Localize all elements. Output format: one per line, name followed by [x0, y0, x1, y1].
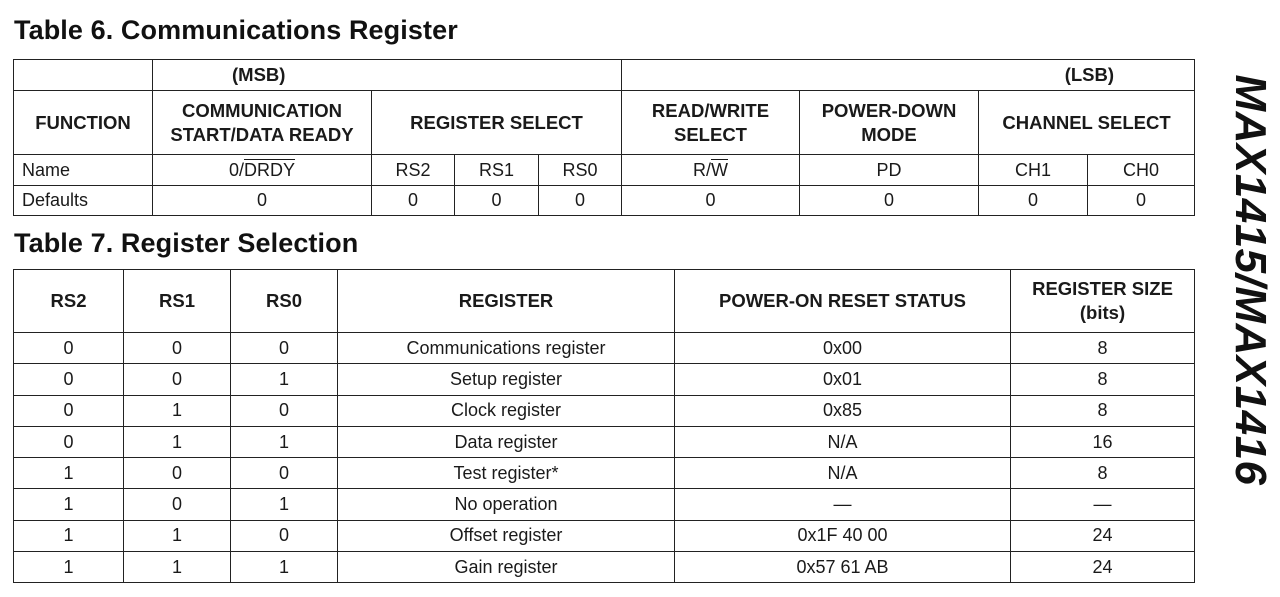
power-down-header: POWER-DOWN MODE [800, 91, 979, 155]
rs2-header: RS2 [14, 270, 124, 333]
header-row [14, 270, 1195, 333]
rs1-cell: 1 [124, 426, 231, 457]
rs2-cell: 1 [14, 489, 124, 520]
rw-name: $R/\overline{W}$ [622, 155, 800, 186]
default-value: 0 [800, 186, 979, 216]
register-size-cell: 16 [1011, 426, 1195, 457]
rs1-cell: 0 [124, 364, 231, 395]
register-size-cell: 8 [1011, 395, 1195, 426]
default-value: 0 [372, 186, 455, 216]
por-status-cell: 0x1F 40 00 [675, 520, 1011, 551]
rs0-cell: 1 [231, 364, 338, 395]
rs2-cell: 1 [14, 458, 124, 489]
lsb-label: (LSB) [622, 60, 1195, 91]
register-size-cell: 24 [1011, 552, 1195, 583]
register-size-cell: 8 [1011, 333, 1195, 364]
rs0-cell: 1 [231, 489, 338, 520]
rs0-cell: 0 [231, 395, 338, 426]
default-value: 0 [622, 186, 800, 216]
name-row [14, 155, 1195, 186]
rs1-name: RS1 [455, 155, 539, 186]
register-size-cell: 24 [1011, 520, 1195, 551]
rs0-header: RS0 [231, 270, 338, 333]
rs1-cell: 0 [124, 333, 231, 364]
rs1-cell: 1 [124, 395, 231, 426]
rs1-cell: 0 [124, 489, 231, 520]
msb-label: (MSB) [153, 60, 622, 91]
register-name-cell: Gain register [338, 552, 675, 583]
table-row [14, 364, 1195, 395]
rs0-name: RS0 [539, 155, 622, 186]
rs2-cell: 0 [14, 364, 124, 395]
register-size-header: REGISTER SIZE (bits) [1011, 270, 1195, 333]
register-name-cell: Data register [338, 426, 675, 457]
por-status-cell: N/A [675, 458, 1011, 489]
table-row [14, 395, 1195, 426]
register-name-cell: Setup register [338, 364, 675, 395]
read-write-header: READ/WRITE SELECT [622, 91, 800, 155]
table-row [14, 520, 1195, 551]
register-header: REGISTER [338, 270, 675, 333]
por-status-cell: 0x00 [675, 333, 1011, 364]
rs2-cell: 1 [14, 520, 124, 551]
name-label: Name [14, 155, 153, 186]
rs0-cell: 1 [231, 426, 338, 457]
function-header: FUNCTION [14, 91, 153, 155]
rs1-cell: 0 [124, 458, 231, 489]
register-name-cell: No operation [338, 489, 675, 520]
rs0-cell: 0 [231, 458, 338, 489]
part-number-side-title: MAX1415/MAX1416 [1226, 74, 1275, 486]
por-status-cell: N/A [675, 426, 1011, 457]
rs2-cell: 1 [14, 552, 124, 583]
comm-start-header: COMMUNICATION START/DATA READY [153, 91, 372, 155]
table-row [14, 552, 1195, 583]
register-name-cell: Offset register [338, 520, 675, 551]
header-row [14, 91, 1195, 155]
por-status-cell: 0x01 [675, 364, 1011, 395]
default-value: 0 [979, 186, 1088, 216]
table-7-title: Table 7. Register Selection [14, 228, 359, 258]
rs2-cell: 0 [14, 395, 124, 426]
default-value: 0 [153, 186, 372, 216]
register-selection-table [13, 269, 1195, 583]
communications-register-table [13, 59, 1195, 216]
rs0-cell: 0 [231, 520, 338, 551]
default-value: 0 [539, 186, 622, 216]
defaults-label: Defaults [14, 186, 153, 216]
rs1-header: RS1 [124, 270, 231, 333]
bit-order-row [14, 60, 1195, 91]
register-name-cell: Test register* [338, 458, 675, 489]
register-size-cell: 8 [1011, 458, 1195, 489]
register-size-cell: — [1011, 489, 1195, 520]
rs2-name: RS2 [372, 155, 455, 186]
por-status-header: POWER-ON RESET STATUS [675, 270, 1011, 333]
table-row [14, 489, 1195, 520]
register-name-cell: Communications register [338, 333, 675, 364]
rs1-cell: 1 [124, 552, 231, 583]
por-status-cell: 0x85 [675, 395, 1011, 426]
rs2-cell: 0 [14, 426, 124, 457]
rs0-cell: 1 [231, 552, 338, 583]
channel-select-header: CHANNEL SELECT [979, 91, 1195, 155]
rs1-cell: 1 [124, 520, 231, 551]
rs2-cell: 0 [14, 333, 124, 364]
register-size-cell: 8 [1011, 364, 1195, 395]
por-status-cell: 0x57 61 AB [675, 552, 1011, 583]
defaults-row [14, 186, 1195, 216]
register-select-header: REGISTER SELECT [372, 91, 622, 155]
por-status-cell: — [675, 489, 1011, 520]
rs0-cell: 0 [231, 333, 338, 364]
ch1-name: CH1 [979, 155, 1088, 186]
drdy-name: 0/DRDY [153, 155, 372, 186]
ch0-name: CH0 [1088, 155, 1195, 186]
pd-name: PD [800, 155, 979, 186]
table-row [14, 458, 1195, 489]
table-6-title: Table 6. Communications Register [14, 15, 458, 45]
default-value: 0 [1088, 186, 1195, 216]
table-row [14, 426, 1195, 457]
register-name-cell: Clock register [338, 395, 675, 426]
table-row [14, 333, 1195, 364]
default-value: 0 [455, 186, 539, 216]
